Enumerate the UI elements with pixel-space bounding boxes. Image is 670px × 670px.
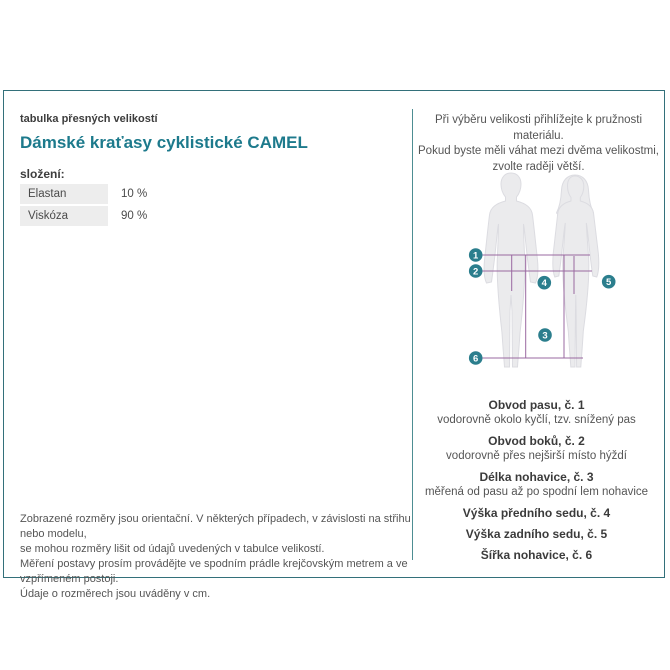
material-percent: 10 % xyxy=(121,188,148,200)
material-name: Viskóza xyxy=(20,206,108,226)
list-item xyxy=(413,526,660,542)
measure-marker-3 xyxy=(538,328,552,342)
measurement-desc: vodorovně přes nejširší místo hýždí xyxy=(446,450,627,462)
product-title: Dámské kraťasy cyklistické CAMEL xyxy=(20,133,308,152)
measurement-legend xyxy=(413,397,660,568)
measurement-title: Obvod pasu, č. 1 xyxy=(488,398,585,412)
table-row xyxy=(20,206,396,226)
composition-table xyxy=(20,184,396,226)
sizing-note-line: Při výběru velikosti přihlížejte k pružnosti materiálu. xyxy=(434,114,643,142)
measurement-title: Výška zadního sedu, č. 5 xyxy=(465,527,608,541)
disclaimer-line: se mohou rozměry lišit od údajů uvedených v tabulce velikostí. xyxy=(20,543,325,555)
sizing-note-line: zvolte raději větší. xyxy=(492,160,585,173)
svg-text:3: 3 xyxy=(542,330,548,342)
measurement-disclaimer xyxy=(20,512,412,602)
measurement-title: Obvod boků, č. 2 xyxy=(488,434,585,448)
svg-text:1: 1 xyxy=(473,250,479,262)
size-table-label: tabulka přesných velikostí xyxy=(20,113,158,125)
measure-marker-2 xyxy=(469,264,483,278)
measurement-desc: měřená od pasu až po spodní lem nohavice xyxy=(424,486,649,498)
measurement-guide-panel xyxy=(413,91,664,577)
svg-text:5: 5 xyxy=(606,277,612,289)
list-item xyxy=(413,433,660,464)
product-info-panel xyxy=(4,91,412,600)
svg-text:4: 4 xyxy=(541,278,547,290)
svg-text:6: 6 xyxy=(473,353,479,365)
svg-text:2: 2 xyxy=(473,266,479,278)
measure-marker-4 xyxy=(538,276,552,290)
measurement-title: Výška předního sedu, č. 4 xyxy=(462,506,611,520)
measure-marker-6 xyxy=(469,351,483,365)
disclaimer-line: Zobrazené rozměry jsou orientační. V některých případech, v závislosti na střihu nebo modelu, xyxy=(20,513,411,540)
table-row xyxy=(20,184,396,204)
measurement-title: Šířka nohavice, č. 6 xyxy=(480,548,593,562)
measurement-title: Délka nohavice, č. 3 xyxy=(479,470,594,484)
size-chart-panel xyxy=(3,90,665,600)
composition-heading: složení: xyxy=(20,167,65,181)
disclaimer-line: Měření postavy prosím provádějte ve spodním prádle krejčovským metrem a ve vzpřímeném postoji. xyxy=(20,558,408,585)
list-item xyxy=(413,547,660,563)
sizing-note-line: Pokud byste měli váhat mezi dvěma velikostmi, xyxy=(418,145,659,157)
measure-marker-5 xyxy=(602,275,616,289)
material-name: Elastan xyxy=(20,184,108,204)
list-item xyxy=(413,505,660,521)
list-item xyxy=(413,469,660,500)
measure-marker-1 xyxy=(469,248,483,262)
male-silhouette xyxy=(484,173,538,367)
list-item xyxy=(413,397,660,428)
material-percent: 90 % xyxy=(121,210,148,222)
disclaimer-line: Údaje o rozměrech jsou uváděny v cm. xyxy=(20,588,211,600)
measurement-desc: vodorovně okolo kyčlí, tzv. snížený pas xyxy=(437,414,636,426)
body-measurement-diagram xyxy=(455,161,670,376)
